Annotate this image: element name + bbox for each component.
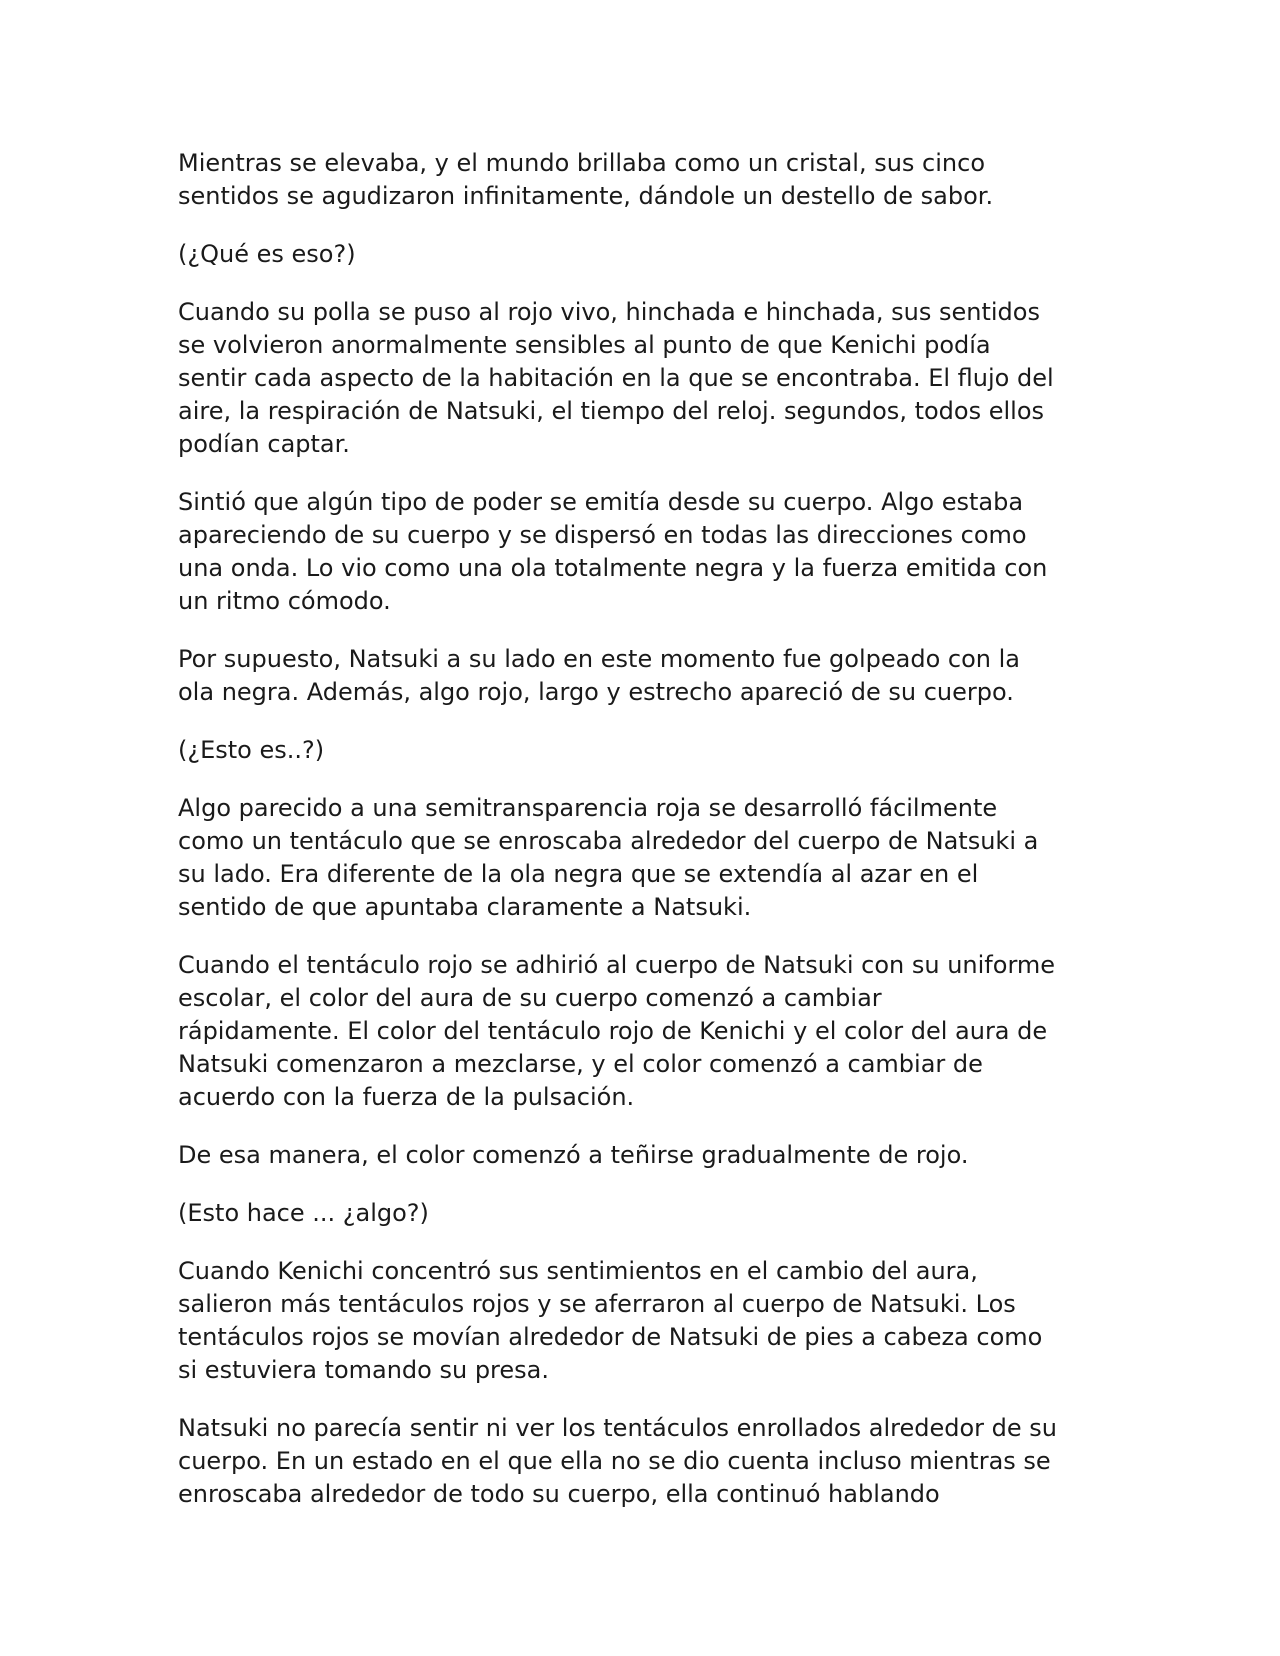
paragraph	[178, 1197, 1113, 1230]
text-line: Por supuesto, Natsuki a su lado en este momento fue golpeado con la	[178, 645, 1020, 673]
text-line: Algo parecido a una semitransparencia roja se desarrolló fácilmente	[178, 794, 998, 822]
text-line: se volvieron anormalmente sensibles al punto de que Kenichi podía	[178, 331, 991, 359]
text-line: acuerdo con la fuerza de la pulsación.	[178, 1083, 635, 1111]
text-line: un ritmo cómodo.	[178, 587, 391, 615]
text-line: sentidos se agudizaron infinitamente, dándole un destello de sabor.	[178, 182, 994, 210]
paragraph	[178, 949, 1113, 1114]
text-line: Cuando Kenichi concentró sus sentimientos en el cambio del aura,	[178, 1257, 978, 1285]
paragraph	[178, 1139, 1113, 1172]
text-line: su lado. Era diferente de la ola negra que se extendía al azar en el	[178, 860, 979, 888]
text-line: apareciendo de su cuerpo y se dispersó en todas las direcciones como	[178, 521, 1027, 549]
text-line: rápidamente. El color del tentáculo rojo de Kenichi y el color del aura de	[178, 1017, 1048, 1045]
paragraph	[178, 792, 1113, 924]
text-line: Natsuki no parecía sentir ni ver los tentáculos enrollados alrededor de su	[178, 1414, 1057, 1442]
text-line: cuerpo. En un estado en el que ella no se dio cuenta incluso mientras se	[178, 1447, 1051, 1475]
paragraph	[178, 1412, 1113, 1511]
text-line: Natsuki comenzaron a mezclarse, y el color comenzó a cambiar de	[178, 1050, 983, 1078]
text-line: Mientras se elevaba, y el mundo brillaba como un cristal, sus cinco	[178, 149, 985, 177]
text-line: como un tentáculo que se enroscaba alrededor del cuerpo de Natsuki a	[178, 827, 1039, 855]
text-line: aire, la respiración de Natsuki, el tiempo del reloj. segundos, todos ellos	[178, 397, 1045, 425]
text-line: De esa manera, el color comenzó a teñirse gradualmente de rojo.	[178, 1141, 969, 1169]
text-line: podían captar.	[178, 430, 350, 458]
text-line: salieron más tentáculos rojos y se aferraron al cuerpo de Natsuki. Los	[178, 1290, 1016, 1318]
text-line: sentido de que apuntaba claramente a Natsuki.	[178, 893, 752, 921]
text-line: (¿Esto es..?)	[178, 736, 325, 764]
paragraph	[178, 238, 1113, 271]
paragraph	[178, 1255, 1113, 1387]
text-line: sentir cada aspecto de la habitación en la que se encontraba. El flujo del	[178, 364, 1054, 392]
text-line: (Esto hace ... ¿algo?)	[178, 1199, 429, 1227]
paragraph	[178, 734, 1113, 767]
paragraph	[178, 296, 1113, 461]
text-line: tentáculos rojos se movían alrededor de Natsuki de pies a cabeza como	[178, 1323, 1043, 1351]
text-line: enroscaba alrededor de todo su cuerpo, ella continuó hablando	[178, 1480, 940, 1508]
document-body	[178, 147, 1113, 1536]
text-line: Cuando su polla se puso al rojo vivo, hinchada e hinchada, sus sentidos	[178, 298, 1040, 326]
text-line: si estuviera tomando su presa.	[178, 1356, 549, 1384]
paragraph	[178, 486, 1113, 618]
text-line: Sintió que algún tipo de poder se emitía desde su cuerpo. Algo estaba	[178, 488, 1024, 516]
paragraph	[178, 147, 1113, 213]
text-line: escolar, el color del aura de su cuerpo comenzó a cambiar	[178, 984, 882, 1012]
text-line: Cuando el tentáculo rojo se adhirió al cuerpo de Natsuki con su uniforme	[178, 951, 1056, 979]
paragraph	[178, 643, 1113, 709]
text-line: ola negra. Además, algo rojo, largo y estrecho apareció de su cuerpo.	[178, 678, 1014, 706]
text-line: una onda. Lo vio como una ola totalmente negra y la fuerza emitida con	[178, 554, 1048, 582]
text-line: (¿Qué es eso?)	[178, 240, 356, 268]
